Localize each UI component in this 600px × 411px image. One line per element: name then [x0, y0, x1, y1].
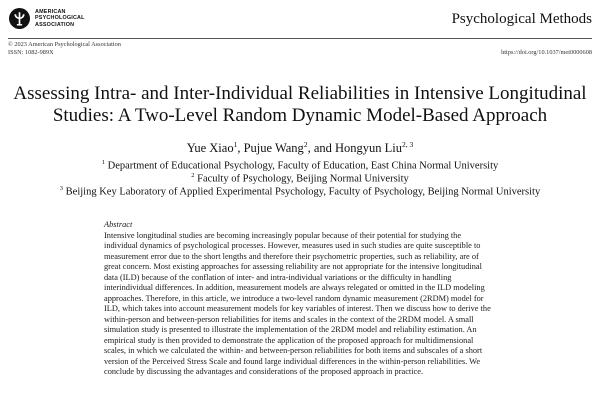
affiliation-line: $^2$ Faculty of Psychology, Beijing Normal University: [191, 172, 409, 185]
publisher-name: AMERICAN PSYCHOLOGICAL ASSOCIATION: [35, 9, 85, 28]
copyright-line: © 2023 American Psychological Association: [8, 41, 121, 48]
author-name: Yue Xiao: [186, 141, 234, 156]
affiliation-line: $^3$ Beijing Key Laboratory of Applied Experimental Psychology, Faculty of Psychology, Beijing Normal University: [59, 185, 541, 198]
abstract-body: Intensive longitudinal studies are becoming increasingly popular because of their potential for studying the individual dynamics of psychological processes. However, measures used in such studies are quite susceptible to measurement error due to the short lengths and therefore their psychometric properties, such as reliability, are of great concern. Most existing approaches for assessing reliability are not appropriate for the intensive longitudinal data (ILD) because of the conflation of inter- and intra-individual variations or the difficulty in handling interindividual differences. In addition, measurement models are always relegated or omitted in the ILD modeling approaches. Therefore, in this article, we introduce a two-level random dynamic measurement (2RDM) model for ILD, which takes into account measurement models for key variables of interest. Then we discuss how to derive the within-person and between-person reliabilities for items and scales in the context of the 2RDM model. A small simulation study is presented to illustrate the implementation of the 2RDM model and reliability estimation. An empirical study is then provided to demonstrate the application of the proposed approach for multidimensional scales, in which we calculated the within- and between-person reliabilities for both items and subscales of a short version of the Perceived Stress Scale and found large individual differences in the within-person reliabilities. We conclude by discussing the advantages and considerations of the proposed approach in practice.: [104, 230, 491, 376]
affiliation-line: $^1$ Department of Educational Psychology, Faculty of Education, East China Normal University: [101, 159, 499, 172]
issn-line: ISSN: 1082-989X: [8, 49, 54, 56]
author-affiliation-mark: 2: [303, 140, 308, 149]
author-affiliation-mark: 2, 3: [402, 140, 414, 149]
author-name: Hongyun Liu: [335, 141, 403, 156]
doi-link[interactable]: https://doi.org/10.1037/met0000608: [501, 49, 592, 56]
copyright-block: [8, 41, 121, 57]
abstract-heading: Abstract: [104, 220, 133, 229]
author-list: Yue Xiao$^1$, Pujue Wang$^2$, and Hongyun Liu$^{2, 3}$: [186, 140, 414, 156]
journal-name: Psychological Methods: [451, 11, 592, 27]
article-title: Assessing Intra- and Inter-Individual Reliabilities in Intensive Longitudinal Studies: A Two-Level Random Dynamic Model-Based Approach: [13, 83, 587, 126]
apa-psi-logo-icon: [9, 8, 30, 29]
author-name: Pujue Wang: [243, 141, 304, 156]
abstract-section: [104, 220, 496, 378]
header-divider: [8, 38, 592, 39]
author-affiliation-mark: 1: [233, 140, 238, 149]
apa-logo: [9, 8, 85, 29]
